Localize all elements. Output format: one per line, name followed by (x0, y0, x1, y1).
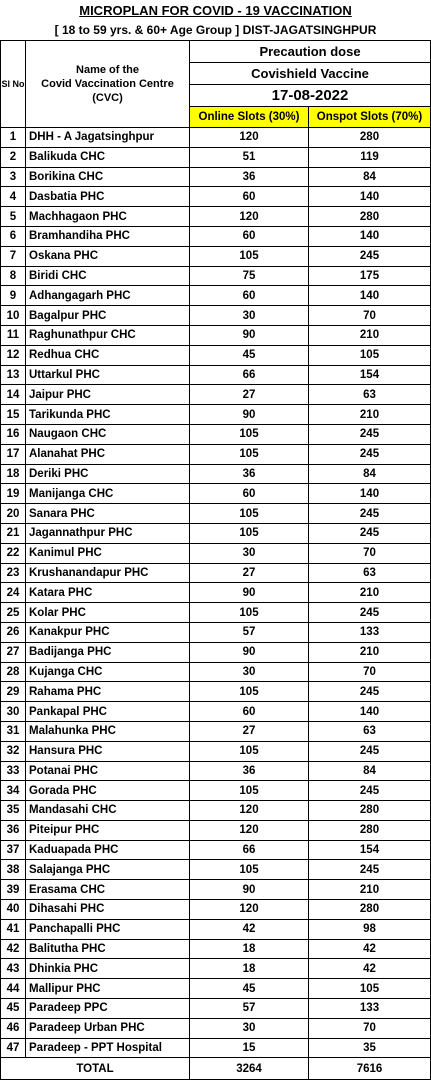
table-row (1, 1018, 431, 1038)
cell-cvc-name: Kolar PHC (26, 603, 190, 623)
table-row (1, 365, 431, 385)
cell-cvc-name: Katara PHC (26, 583, 190, 603)
cell-cvc-name: Bagalpur PHC (26, 306, 190, 326)
cell-sl-no: 41 (1, 919, 26, 939)
cell-online-slots: 75 (190, 266, 309, 286)
table-row (1, 226, 431, 246)
cell-online-slots: 27 (190, 563, 309, 583)
cell-sl-no: 19 (1, 484, 26, 504)
cell-cvc-name: Jagannathpur PHC (26, 523, 190, 543)
cell-cvc-name: Piteipur PHC (26, 820, 190, 840)
cell-onspot-slots: 210 (309, 583, 431, 603)
cell-sl-no: 45 (1, 999, 26, 1019)
cell-sl-no: 27 (1, 642, 26, 662)
title-line-2: [ 18 to 59 yrs. & 60+ Age Group ] DIST-JAGATSINGHPUR (54, 23, 377, 37)
table-row (1, 939, 431, 959)
cell-sl-no: 32 (1, 741, 26, 761)
cell-online-slots: 90 (190, 583, 309, 603)
table-row (1, 444, 431, 464)
cell-sl-no: 14 (1, 385, 26, 405)
table-row (1, 900, 431, 920)
cell-cvc-name: Alanahat PHC (26, 444, 190, 464)
table-row (1, 484, 431, 504)
cell-onspot-slots: 84 (309, 167, 431, 187)
cell-cvc-name: Paradeep - PPT Hospital (26, 1038, 190, 1058)
cell-cvc-name: Kaduapada PHC (26, 840, 190, 860)
cell-onspot-slots: 140 (309, 484, 431, 504)
table-row (1, 424, 431, 444)
table-row (1, 860, 431, 880)
cell-online-slots: 30 (190, 662, 309, 682)
cell-onspot-slots: 98 (309, 919, 431, 939)
cell-online-slots: 45 (190, 979, 309, 999)
cell-sl-no: 28 (1, 662, 26, 682)
cell-sl-no: 46 (1, 1018, 26, 1038)
cell-sl-no: 13 (1, 365, 26, 385)
cell-cvc-name: Biridi CHC (26, 266, 190, 286)
cell-onspot-slots: 140 (309, 286, 431, 306)
table-row (1, 345, 431, 365)
table-row (1, 266, 431, 286)
table-row (1, 464, 431, 484)
cell-sl-no: 31 (1, 721, 26, 741)
cell-online-slots: 60 (190, 484, 309, 504)
cell-online-slots: 18 (190, 959, 309, 979)
cell-sl-no: 15 (1, 405, 26, 425)
cell-onspot-slots: 175 (309, 266, 431, 286)
cell-online-slots: 51 (190, 147, 309, 167)
cell-sl-no: 9 (1, 286, 26, 306)
cell-onspot-slots: 42 (309, 939, 431, 959)
total-onspot: 7616 (309, 1058, 431, 1080)
header-vaccine: Covishield Vaccine (190, 63, 431, 85)
cell-onspot-slots: 245 (309, 741, 431, 761)
table-row (1, 504, 431, 524)
cell-sl-no: 26 (1, 622, 26, 642)
cell-online-slots: 90 (190, 880, 309, 900)
cell-cvc-name: Borikina CHC (26, 167, 190, 187)
cell-sl-no: 23 (1, 563, 26, 583)
table-row (1, 919, 431, 939)
table-row (1, 405, 431, 425)
cell-onspot-slots: 105 (309, 345, 431, 365)
table-row (1, 880, 431, 900)
cell-cvc-name: Potanai PHC (26, 761, 190, 781)
cell-sl-no: 11 (1, 325, 26, 345)
cell-online-slots: 60 (190, 286, 309, 306)
document-title (0, 0, 431, 40)
cell-onspot-slots: 245 (309, 424, 431, 444)
total-row (1, 1058, 431, 1080)
table-row (1, 325, 431, 345)
cell-online-slots: 36 (190, 167, 309, 187)
cell-online-slots: 120 (190, 900, 309, 920)
cell-sl-no: 12 (1, 345, 26, 365)
cell-sl-no: 4 (1, 187, 26, 207)
cell-online-slots: 90 (190, 325, 309, 345)
header-name-line-3: (CVC) (92, 92, 123, 104)
cell-cvc-name: Gorada PHC (26, 781, 190, 801)
cell-onspot-slots: 245 (309, 246, 431, 266)
cell-sl-no: 39 (1, 880, 26, 900)
cell-online-slots: 66 (190, 840, 309, 860)
cell-sl-no: 7 (1, 246, 26, 266)
cell-sl-no: 16 (1, 424, 26, 444)
table-row (1, 999, 431, 1019)
cell-cvc-name: Rahama PHC (26, 682, 190, 702)
table-row (1, 167, 431, 187)
cell-sl-no: 42 (1, 939, 26, 959)
table-row (1, 1038, 431, 1058)
cell-cvc-name: Erasama CHC (26, 880, 190, 900)
cell-sl-no: 30 (1, 702, 26, 722)
table-row (1, 622, 431, 642)
cell-onspot-slots: 280 (309, 207, 431, 227)
cell-sl-no: 1 (1, 128, 26, 148)
cell-cvc-name: Balikuda CHC (26, 147, 190, 167)
cell-onspot-slots: 280 (309, 900, 431, 920)
cell-online-slots: 42 (190, 919, 309, 939)
table-row (1, 286, 431, 306)
table-row (1, 523, 431, 543)
cell-online-slots: 105 (190, 603, 309, 623)
table-row (1, 246, 431, 266)
cell-cvc-name: Krushanandapur PHC (26, 563, 190, 583)
cell-online-slots: 60 (190, 226, 309, 246)
cell-cvc-name: Mandasahi CHC (26, 801, 190, 821)
cell-sl-no: 40 (1, 900, 26, 920)
cell-online-slots: 45 (190, 345, 309, 365)
cell-cvc-name: Kanakpur PHC (26, 622, 190, 642)
cell-cvc-name: Bramhandiha PHC (26, 226, 190, 246)
cell-sl-no: 24 (1, 583, 26, 603)
cell-sl-no: 10 (1, 306, 26, 326)
cell-cvc-name: Tarikunda PHC (26, 405, 190, 425)
cell-cvc-name: Badijanga PHC (26, 642, 190, 662)
cell-sl-no: 21 (1, 523, 26, 543)
cell-onspot-slots: 140 (309, 226, 431, 246)
table-body (1, 128, 431, 1058)
table-row (1, 207, 431, 227)
cell-sl-no: 17 (1, 444, 26, 464)
cell-cvc-name: Uttarkul PHC (26, 365, 190, 385)
cell-sl-no: 44 (1, 979, 26, 999)
table-row (1, 642, 431, 662)
cell-online-slots: 105 (190, 444, 309, 464)
cell-onspot-slots: 35 (309, 1038, 431, 1058)
table-row (1, 147, 431, 167)
table-row (1, 840, 431, 860)
cell-onspot-slots: 280 (309, 820, 431, 840)
cell-cvc-name: Salajanga PHC (26, 860, 190, 880)
cell-onspot-slots: 70 (309, 306, 431, 326)
table-row (1, 781, 431, 801)
cell-cvc-name: Kanimul PHC (26, 543, 190, 563)
cell-online-slots: 105 (190, 523, 309, 543)
table-row (1, 583, 431, 603)
cell-online-slots: 60 (190, 187, 309, 207)
cell-onspot-slots: 70 (309, 1018, 431, 1038)
cell-onspot-slots: 245 (309, 860, 431, 880)
table-row (1, 761, 431, 781)
cell-sl-no: 3 (1, 167, 26, 187)
cell-online-slots: 66 (190, 365, 309, 385)
cell-onspot-slots: 154 (309, 365, 431, 385)
cell-onspot-slots: 63 (309, 721, 431, 741)
cell-online-slots: 27 (190, 721, 309, 741)
cell-cvc-name: Dihasahi PHC (26, 900, 190, 920)
cell-onspot-slots: 63 (309, 563, 431, 583)
cell-sl-no: 33 (1, 761, 26, 781)
cell-cvc-name: Naugaon CHC (26, 424, 190, 444)
cell-cvc-name: Kujanga CHC (26, 662, 190, 682)
cell-online-slots: 120 (190, 128, 309, 148)
cell-cvc-name: Machhagaon PHC (26, 207, 190, 227)
cell-sl-no: 43 (1, 959, 26, 979)
table-row (1, 306, 431, 326)
cell-onspot-slots: 280 (309, 128, 431, 148)
cell-onspot-slots: 210 (309, 325, 431, 345)
cell-online-slots: 27 (190, 385, 309, 405)
cell-cvc-name: Dasbatia PHC (26, 187, 190, 207)
header-name-line-2: Covid Vaccination Centre (41, 78, 174, 90)
cell-sl-no: 34 (1, 781, 26, 801)
cell-onspot-slots: 105 (309, 979, 431, 999)
cell-onspot-slots: 133 (309, 622, 431, 642)
cell-onspot-slots: 42 (309, 959, 431, 979)
cell-onspot-slots: 210 (309, 880, 431, 900)
cell-onspot-slots: 140 (309, 187, 431, 207)
cell-online-slots: 15 (190, 1038, 309, 1058)
cell-online-slots: 30 (190, 543, 309, 563)
cell-online-slots: 105 (190, 781, 309, 801)
table-row (1, 979, 431, 999)
cell-online-slots: 105 (190, 741, 309, 761)
cell-onspot-slots: 70 (309, 543, 431, 563)
cell-online-slots: 30 (190, 306, 309, 326)
cell-onspot-slots: 140 (309, 702, 431, 722)
cell-cvc-name: Adhangagarh PHC (26, 286, 190, 306)
cell-online-slots: 30 (190, 1018, 309, 1038)
cell-cvc-name: Redhua CHC (26, 345, 190, 365)
total-label: TOTAL (1, 1058, 190, 1080)
cell-onspot-slots: 245 (309, 523, 431, 543)
header-sl-no: Sl No (1, 41, 26, 128)
cell-online-slots: 105 (190, 246, 309, 266)
cell-online-slots: 120 (190, 207, 309, 227)
cell-onspot-slots: 210 (309, 642, 431, 662)
cell-onspot-slots: 245 (309, 504, 431, 524)
cell-sl-no: 6 (1, 226, 26, 246)
cell-cvc-name: Panchapalli PHC (26, 919, 190, 939)
table-row (1, 721, 431, 741)
cell-sl-no: 25 (1, 603, 26, 623)
cell-onspot-slots: 119 (309, 147, 431, 167)
cell-onspot-slots: 245 (309, 444, 431, 464)
header-name-line-1: Name of the (76, 64, 139, 76)
table-row (1, 187, 431, 207)
cell-cvc-name: Pankapal PHC (26, 702, 190, 722)
header-onspot-slots: Onspot Slots (70%) (309, 107, 431, 128)
cell-sl-no: 8 (1, 266, 26, 286)
cell-online-slots: 57 (190, 999, 309, 1019)
table-row (1, 801, 431, 821)
cell-sl-no: 36 (1, 820, 26, 840)
cell-onspot-slots: 154 (309, 840, 431, 860)
table-row (1, 603, 431, 623)
table-row (1, 543, 431, 563)
vaccination-slots-table (0, 40, 431, 1080)
table-row (1, 820, 431, 840)
cell-sl-no: 5 (1, 207, 26, 227)
cell-online-slots: 36 (190, 464, 309, 484)
cell-onspot-slots: 245 (309, 603, 431, 623)
cell-sl-no: 35 (1, 801, 26, 821)
cell-online-slots: 105 (190, 504, 309, 524)
cell-onspot-slots: 84 (309, 464, 431, 484)
table-row (1, 702, 431, 722)
table-row (1, 385, 431, 405)
total-online: 3264 (190, 1058, 309, 1080)
cell-online-slots: 60 (190, 702, 309, 722)
cell-cvc-name: DHH - A Jagatsinghpur (26, 128, 190, 148)
cell-cvc-name: Jaipur PHC (26, 385, 190, 405)
cell-onspot-slots: 210 (309, 405, 431, 425)
cell-online-slots: 90 (190, 405, 309, 425)
cell-online-slots: 18 (190, 939, 309, 959)
cell-cvc-name: Sanara PHC (26, 504, 190, 524)
header-online-slots: Online Slots (30%) (190, 107, 309, 128)
cell-cvc-name: Paradeep Urban PHC (26, 1018, 190, 1038)
cell-online-slots: 57 (190, 622, 309, 642)
cell-sl-no: 37 (1, 840, 26, 860)
header-dose: Precaution dose (190, 41, 431, 63)
cell-onspot-slots: 245 (309, 682, 431, 702)
cell-onspot-slots: 245 (309, 781, 431, 801)
cell-sl-no: 29 (1, 682, 26, 702)
cell-cvc-name: Paradeep PPC (26, 999, 190, 1019)
cell-online-slots: 105 (190, 424, 309, 444)
table-row (1, 741, 431, 761)
cell-sl-no: 47 (1, 1038, 26, 1058)
cell-online-slots: 120 (190, 820, 309, 840)
cell-onspot-slots: 63 (309, 385, 431, 405)
cell-cvc-name: Oskana PHC (26, 246, 190, 266)
table-row (1, 662, 431, 682)
table-row (1, 959, 431, 979)
cell-cvc-name: Balitutha PHC (26, 939, 190, 959)
cell-cvc-name: Raghunathpur CHC (26, 325, 190, 345)
cell-online-slots: 105 (190, 860, 309, 880)
cell-online-slots: 120 (190, 801, 309, 821)
table-row (1, 682, 431, 702)
cell-sl-no: 20 (1, 504, 26, 524)
cell-cvc-name: Hansura PHC (26, 741, 190, 761)
cell-onspot-slots: 70 (309, 662, 431, 682)
cell-cvc-name: Deriki PHC (26, 464, 190, 484)
cell-online-slots: 105 (190, 682, 309, 702)
cell-online-slots: 90 (190, 642, 309, 662)
cell-sl-no: 22 (1, 543, 26, 563)
cell-online-slots: 36 (190, 761, 309, 781)
cell-cvc-name: Dhinkia PHC (26, 959, 190, 979)
cell-onspot-slots: 84 (309, 761, 431, 781)
header-cvc-name (26, 41, 190, 128)
cell-sl-no: 18 (1, 464, 26, 484)
table-row (1, 128, 431, 148)
table-row (1, 563, 431, 583)
title-line-1: MICROPLAN FOR COVID - 19 VACCINATION (79, 3, 352, 18)
cell-cvc-name: Mallipur PHC (26, 979, 190, 999)
cell-onspot-slots: 133 (309, 999, 431, 1019)
cell-sl-no: 2 (1, 147, 26, 167)
cell-onspot-slots: 280 (309, 801, 431, 821)
cell-sl-no: 38 (1, 860, 26, 880)
cell-cvc-name: Manijanga CHC (26, 484, 190, 504)
header-date: 17-08-2022 (190, 85, 431, 107)
cell-cvc-name: Malahunka PHC (26, 721, 190, 741)
